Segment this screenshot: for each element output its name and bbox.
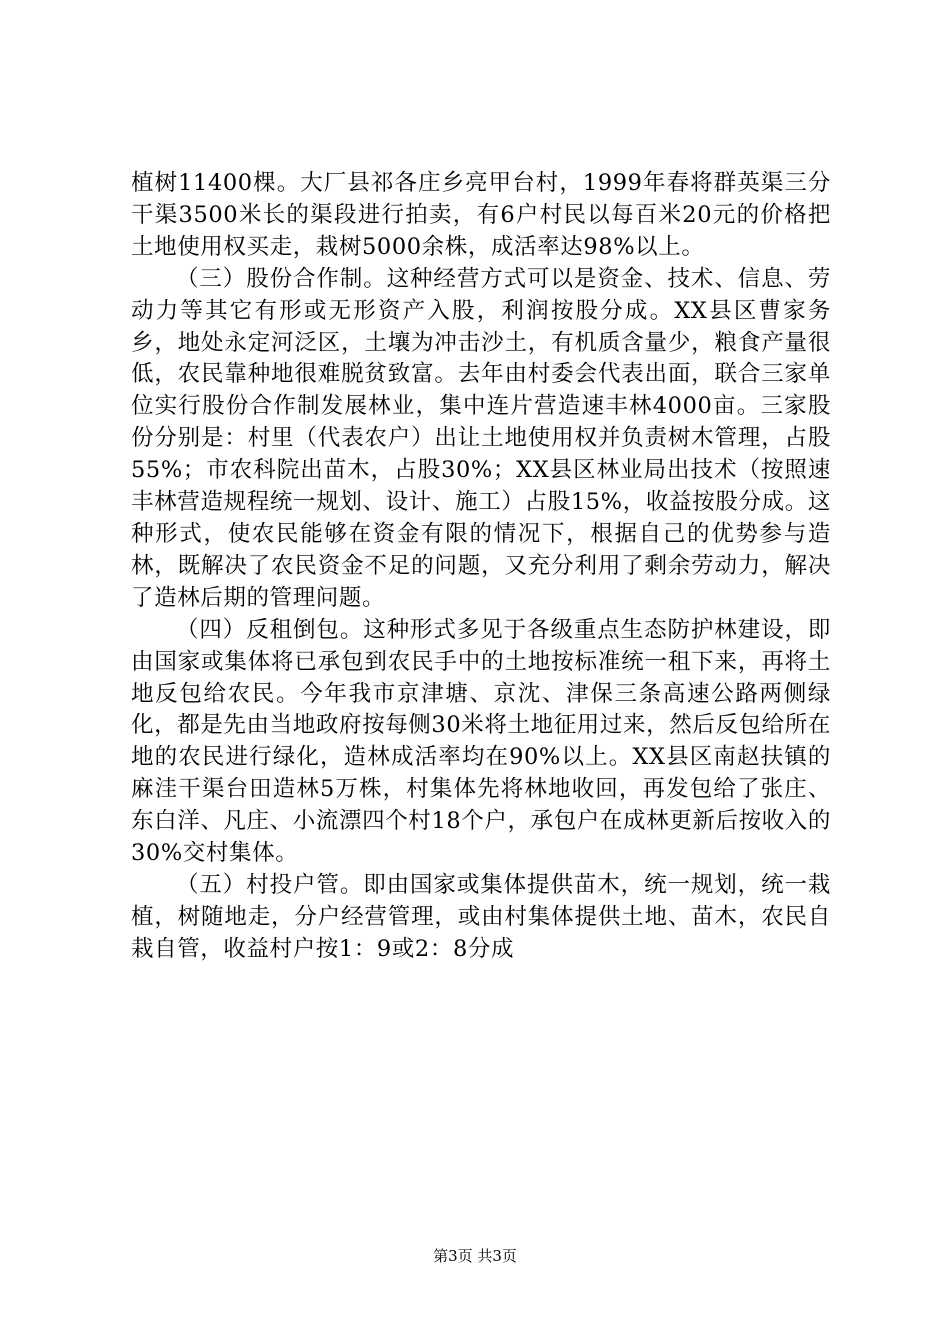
paragraph-continuation: 植树11400棵。大厂县祁各庄乡亮甲台村，1999年春将群英渠三分干渠3500米长的渠段进行拍卖，有6户村民以每百米20元的价格把土地使用权买走，栽树5000余株，成活率达98%以上。	[131, 170, 831, 260]
paragraph-shareholding-cooperative: （三）股份合作制。这种经营方式可以是资金、技术、信息、劳动力等其它有形或无形资产入股，利润按股分成。XX县区曹家务乡，地处永定河泛区，土壤为冲击沙土，有机质含量少，粮食产量很低，农民靠种地很难脱贫致富。去年由村委会代表出面，联合三家单位实行股份合作制发展林业，集中连片营造速丰林4000亩。三家股份分别是：村里（代表农户）出让土地使用权并负责树木管理，占股55%；市农科院出苗木，占股30%；XX县区林业局出技术（按照速丰林营造规程统一规划、设计、施工）占股15%，收益按股分成。这种形式，使农民能够在资金有限的情况下，根据自己的优势参与造林，既解决了农民资金不足的问题，又充分利用了剩余劳动力，解决了造林后期的管理问题。	[131, 265, 831, 611]
page-footer: 第3页 共3页	[433, 1247, 517, 1265]
paragraph-village-invest-household-manage: （五）村投户管。即由国家或集体提供苗木，统一规划，统一栽植，树随地走，分户经营管理，或由村集体提供土地、苗木，农民自栽自管，收益村户按1：9或2：8分成	[131, 871, 831, 962]
document-body	[131, 168, 831, 966]
paragraph-lease-back: （四）反租倒包。这种形式多见于各级重点生态防护林建设，即由国家或集体将已承包到农民手中的土地按标准统一租下来，再将土地反包给农民。今年我市京津塘、京沈、津保三条高速公路两侧绿化，都是先由当地政府按每侧30米将土地征用过来，然后反包给所在地的农民进行绿化，造林成活率均在90%以上。XX县区南赵扶镇的麻洼干渠台田造林5万株，村集体先将林地收回，再发包给了张庄、东白洋、凡庄、小流漂四个村18个户，承包户在成林更新后按收入的30%交村集体。	[131, 616, 831, 867]
